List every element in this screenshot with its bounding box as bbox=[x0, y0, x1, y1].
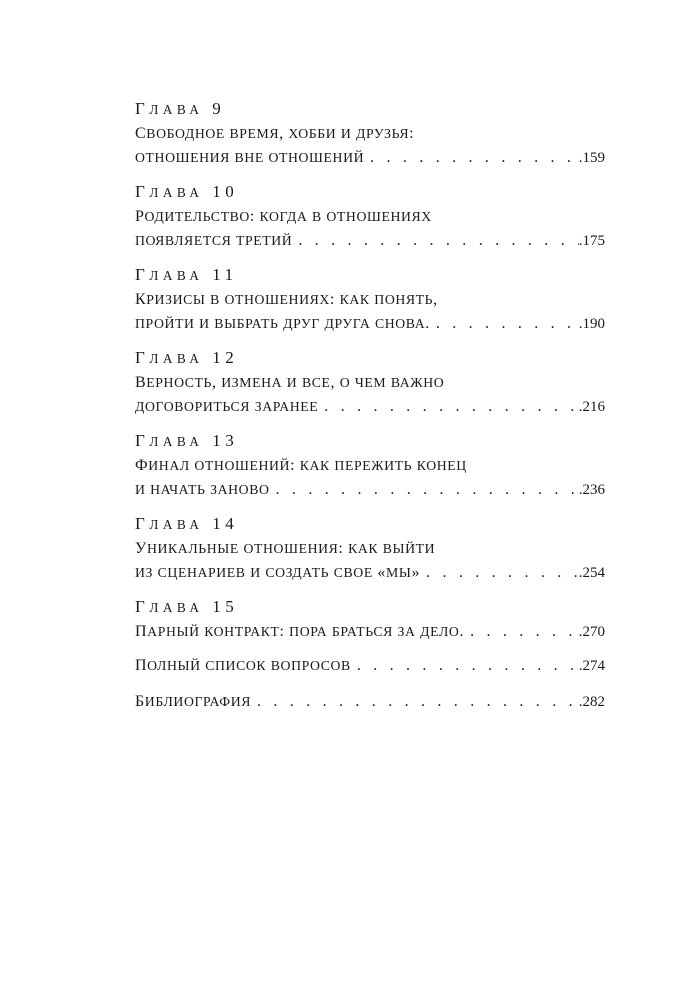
toc-entry-line bbox=[135, 146, 605, 170]
chapter-title-line: РОДИТЕЛЬСТВО: КОГДА В ОТНОШЕНИЯХ bbox=[135, 208, 432, 225]
page-number: .254 bbox=[578, 565, 605, 581]
page-number: .270 bbox=[578, 624, 605, 640]
toc-entry-line bbox=[135, 561, 605, 585]
chapter-label: ГЛАВА 13 bbox=[135, 431, 239, 450]
toc-entry-bibliography bbox=[135, 690, 605, 714]
page-number: .159 bbox=[578, 150, 605, 166]
entry-title: БИБЛИОГРАФИЯ bbox=[135, 693, 251, 710]
dot-leader bbox=[270, 478, 579, 502]
page-number: .282 bbox=[578, 694, 605, 710]
toc-entry-line bbox=[135, 229, 605, 253]
page-number: .236 bbox=[578, 482, 605, 498]
page-number: .175 bbox=[578, 233, 605, 249]
chapter-title-line: КРИЗИСЫ В ОТНОШЕНИЯХ: КАК ПОНЯТЬ, bbox=[135, 291, 438, 308]
toc-chapter-14 bbox=[135, 511, 605, 585]
chapter-title-line: ИЗ СЦЕНАРИЕВ И СОЗДАТЬ СВОЕ «МЫ» bbox=[135, 564, 421, 581]
dot-leader bbox=[430, 312, 579, 336]
toc-entry-line bbox=[135, 620, 605, 644]
page-number: .216 bbox=[578, 399, 605, 415]
entry-title: ПОЛНЫЙ СПИСОК ВОПРОСОВ bbox=[135, 657, 351, 674]
page-number: .190 bbox=[578, 316, 605, 332]
toc-entry-line bbox=[135, 654, 605, 678]
toc-chapter-10 bbox=[135, 179, 605, 253]
dot-leader bbox=[351, 654, 579, 678]
toc-entry-line bbox=[135, 312, 605, 336]
toc-chapter-11 bbox=[135, 262, 605, 336]
chapter-label: ГЛАВА 12 bbox=[135, 348, 239, 367]
chapter-title-line: ПРОЙТИ И ВЫБРАТЬ ДРУГ ДРУГА СНОВА. bbox=[135, 315, 430, 332]
toc-chapter-9 bbox=[135, 96, 605, 170]
chapter-label: ГЛАВА 14 bbox=[135, 514, 239, 533]
chapter-title-line: ФИНАЛ ОТНОШЕНИЙ: КАК ПЕРЕЖИТЬ КОНЕЦ bbox=[135, 457, 467, 474]
chapter-title-line: ВЕРНОСТЬ, ИЗМЕНА И ВСЕ, О ЧЕМ ВАЖНО bbox=[135, 374, 445, 391]
chapter-title-line: ПАРНЫЙ КОНТРАКТ: ПОРА БРАТЬСЯ ЗА ДЕЛО. bbox=[135, 623, 465, 640]
chapter-title-line: УНИКАЛЬНЫЕ ОТНОШЕНИЯ: КАК ВЫЙТИ bbox=[135, 540, 436, 557]
chapter-label: ГЛАВА 9 bbox=[135, 99, 226, 118]
chapter-title-line: И НАЧАТЬ ЗАНОВО bbox=[135, 482, 270, 497]
page-number: .274 bbox=[578, 658, 605, 674]
toc-chapter-13 bbox=[135, 428, 605, 502]
table-of-contents bbox=[135, 96, 605, 726]
chapter-title-line: СВОБОДНОЕ ВРЕМЯ, ХОББИ И ДРУЗЬЯ: bbox=[135, 125, 415, 142]
toc-entry-line bbox=[135, 690, 605, 714]
chapter-label: ГЛАВА 15 bbox=[135, 597, 239, 616]
toc-entry-questions bbox=[135, 654, 605, 678]
dot-leader bbox=[464, 620, 579, 644]
chapter-title-line: ПОЯВЛЯЕТСЯ ТРЕТИЙ bbox=[135, 233, 293, 248]
dot-leader bbox=[420, 561, 579, 585]
dot-leader bbox=[318, 395, 578, 419]
toc-entry-line bbox=[135, 478, 605, 502]
chapter-title-line: ДОГОВОРИТЬСЯ ЗАРАНЕЕ bbox=[135, 399, 319, 414]
toc-entry-line bbox=[135, 395, 605, 419]
toc-chapter-15 bbox=[135, 594, 605, 644]
dot-leader bbox=[292, 229, 578, 253]
dot-leader bbox=[364, 146, 579, 170]
chapter-label: ГЛАВА 10 bbox=[135, 182, 239, 201]
chapter-title-line: ОТНОШЕНИЯ ВНЕ ОТНОШЕНИЙ bbox=[135, 150, 365, 165]
dot-leader bbox=[251, 690, 579, 714]
toc-chapter-12 bbox=[135, 345, 605, 419]
chapter-label: ГЛАВА 11 bbox=[135, 265, 238, 284]
